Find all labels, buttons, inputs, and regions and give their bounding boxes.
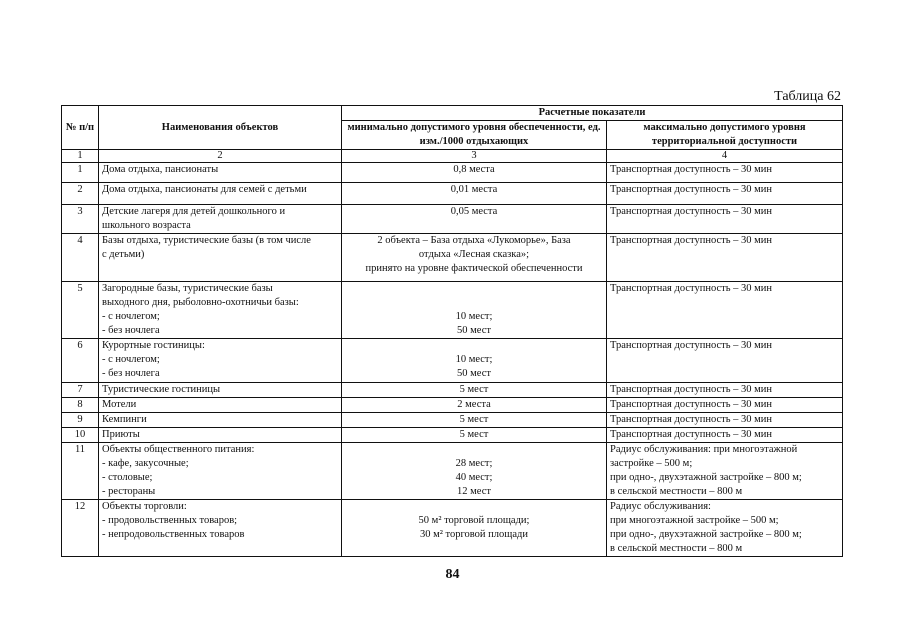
row-min-line: 50 мест bbox=[457, 325, 491, 336]
row-max-cell bbox=[607, 339, 843, 383]
row-name-cell bbox=[99, 205, 342, 234]
row-number: 2 bbox=[62, 183, 99, 205]
row-name-line: Курортные гостиницы: bbox=[102, 340, 205, 351]
row-name-cell bbox=[99, 500, 342, 557]
row-max-line: Транспортная доступность – 30 мин bbox=[610, 235, 773, 246]
table-row bbox=[62, 183, 843, 205]
row-max-line: Радиус обслуживания: при многоэтажной bbox=[610, 444, 798, 455]
row-name-cell bbox=[99, 443, 342, 500]
row-min-cell bbox=[342, 163, 607, 183]
row-min-line: 0,05 места bbox=[450, 206, 498, 217]
row-max-line: Транспортная доступность – 30 мин bbox=[610, 414, 773, 425]
table-row bbox=[62, 383, 843, 398]
row-min-cell bbox=[342, 413, 607, 428]
row-number: 8 bbox=[62, 398, 99, 413]
row-number: 6 bbox=[62, 339, 99, 383]
row-max-cell bbox=[607, 163, 843, 183]
row-name-cell bbox=[99, 234, 342, 282]
row-name-line: - без ночлега bbox=[102, 325, 160, 336]
table-row bbox=[62, 163, 843, 183]
row-max-cell bbox=[607, 500, 843, 557]
row-min-cell bbox=[342, 282, 607, 339]
row-min-line: 10 мест; bbox=[455, 354, 493, 365]
row-min-cell bbox=[342, 500, 607, 557]
row-min-line bbox=[345, 443, 603, 457]
row-min-line: 5 мест bbox=[459, 384, 489, 395]
header-calc: Расчетные показатели bbox=[342, 106, 843, 121]
row-name-line: Туристические гостиницы bbox=[102, 384, 221, 395]
row-min-cell bbox=[342, 183, 607, 205]
row-min-line: 0,01 места bbox=[450, 184, 498, 195]
row-name-line: выходного дня, рыболовно-охотничьи базы: bbox=[102, 297, 299, 308]
table-row bbox=[62, 413, 843, 428]
row-min-line: 2 места bbox=[457, 399, 491, 410]
row-name-line: Приюты bbox=[102, 429, 140, 440]
row-name-cell bbox=[99, 163, 342, 183]
row-max-cell bbox=[607, 183, 843, 205]
row-min-line: 28 мест; bbox=[455, 458, 493, 469]
row-min-line: 2 объекта – База отдыха «Лукоморье», База bbox=[377, 235, 571, 246]
row-max-line: при одно-, двухэтажной застройке – 800 м; bbox=[610, 529, 802, 540]
row-name-cell bbox=[99, 428, 342, 443]
table-body bbox=[62, 163, 843, 557]
row-max-cell bbox=[607, 398, 843, 413]
row-name-line: Базы отдыха, туристические базы (в том числе bbox=[102, 235, 311, 246]
row-max-line: Транспортная доступность – 30 мин bbox=[610, 206, 773, 217]
row-number: 3 bbox=[62, 205, 99, 234]
row-min-line: 50 м² торговой площади; bbox=[418, 515, 530, 526]
row-min-cell bbox=[342, 428, 607, 443]
row-min-cell bbox=[342, 339, 607, 383]
row-name-line: Кемпинги bbox=[102, 414, 147, 425]
header-num: № п/п bbox=[62, 106, 99, 150]
col-number-2: 2 bbox=[99, 150, 342, 163]
row-name-line: - непродовольственных товаров bbox=[102, 529, 245, 540]
row-name-line: с детьми) bbox=[102, 249, 145, 260]
row-number: 11 bbox=[62, 443, 99, 500]
row-number: 5 bbox=[62, 282, 99, 339]
row-name-cell bbox=[99, 413, 342, 428]
row-max-line: Транспортная доступность – 30 мин bbox=[610, 283, 773, 294]
row-min-cell bbox=[342, 234, 607, 282]
page-number: 84 bbox=[445, 567, 460, 582]
table-row bbox=[62, 234, 843, 282]
row-max-line: в сельской местности – 800 м bbox=[610, 543, 743, 554]
table-row bbox=[62, 282, 843, 339]
row-min-line: 30 м² торговой площади bbox=[420, 529, 528, 540]
row-max-line: Радиус обслуживания: bbox=[610, 501, 711, 512]
row-max-cell bbox=[607, 443, 843, 500]
table-row bbox=[62, 443, 843, 500]
row-min-line: 10 мест; bbox=[455, 311, 493, 322]
row-max-line: Транспортная доступность – 30 мин bbox=[610, 399, 773, 410]
row-name-line: Мотели bbox=[102, 399, 137, 410]
row-name-line: Детские лагеря для детей дошкольного и bbox=[102, 206, 286, 217]
row-name-cell bbox=[99, 383, 342, 398]
row-name-line: школьного возраста bbox=[102, 220, 191, 231]
row-name-line: Дома отдыха, пансионаты bbox=[102, 164, 219, 175]
row-number: 1 bbox=[62, 163, 99, 183]
col-number-1: 1 bbox=[62, 150, 99, 163]
table-row bbox=[62, 205, 843, 234]
row-min-cell bbox=[342, 205, 607, 234]
row-max-line: при многоэтажной застройке – 500 м; bbox=[610, 515, 779, 526]
row-number: 4 bbox=[62, 234, 99, 282]
row-max-cell bbox=[607, 205, 843, 234]
header-max: максимально допустимого уровня территориальной доступности bbox=[607, 121, 843, 150]
row-max-line: при одно-, двухэтажной застройке – 800 м; bbox=[610, 472, 802, 483]
row-max-cell bbox=[607, 383, 843, 398]
header-name: Наименования объектов bbox=[99, 106, 342, 150]
row-min-line: 5 мест bbox=[459, 414, 489, 425]
row-number: 10 bbox=[62, 428, 99, 443]
row-max-line: Транспортная доступность – 30 мин bbox=[610, 384, 773, 395]
row-min-line bbox=[345, 339, 603, 353]
row-max-cell bbox=[607, 413, 843, 428]
row-max-cell bbox=[607, 428, 843, 443]
row-min-line: 40 мест; bbox=[455, 472, 493, 483]
table-row bbox=[62, 398, 843, 413]
col-number-3: 3 bbox=[342, 150, 607, 163]
table-caption: Таблица 62 bbox=[774, 89, 841, 104]
row-number: 9 bbox=[62, 413, 99, 428]
row-max-line: Транспортная доступность – 30 мин bbox=[610, 340, 773, 351]
row-name-line: - кафе, закусочные; bbox=[102, 458, 189, 469]
row-name-line: Объекты общественного питания: bbox=[102, 444, 255, 455]
standards-table bbox=[61, 105, 843, 557]
row-name-line: Дома отдыха, пансионаты для семей с детьми bbox=[102, 184, 307, 195]
row-name-line: - рестораны bbox=[102, 486, 156, 497]
row-max-line: Транспортная доступность – 30 мин bbox=[610, 429, 773, 440]
header-min: минимально допустимого уровня обеспеченности, ед. изм./1000 отдыхающих bbox=[342, 121, 607, 150]
row-name-cell bbox=[99, 339, 342, 383]
row-name-line: - с ночлегом; bbox=[102, 354, 160, 365]
table-row bbox=[62, 500, 843, 557]
row-min-cell bbox=[342, 398, 607, 413]
row-name-cell bbox=[99, 282, 342, 339]
row-name-line: - столовые; bbox=[102, 472, 153, 483]
row-max-line: в сельской местности – 800 м bbox=[610, 486, 743, 497]
row-min-line: принято на уровне фактической обеспеченности bbox=[365, 263, 583, 274]
row-name-line: Объекты торговли: bbox=[102, 501, 187, 512]
row-max-line: Транспортная доступность – 30 мин bbox=[610, 184, 773, 195]
row-min-line bbox=[345, 296, 603, 310]
row-name-line: Загородные базы, туристические базы bbox=[102, 283, 273, 294]
row-min-line: 0,8 места bbox=[453, 164, 495, 175]
column-number-row bbox=[62, 150, 843, 163]
row-max-line: Транспортная доступность – 30 мин bbox=[610, 164, 773, 175]
row-min-line: 12 мест bbox=[457, 486, 491, 497]
header-row-top bbox=[62, 106, 843, 121]
row-min-cell bbox=[342, 383, 607, 398]
row-number: 12 bbox=[62, 500, 99, 557]
table-row bbox=[62, 339, 843, 383]
row-min-cell bbox=[342, 443, 607, 500]
row-name-cell bbox=[99, 183, 342, 205]
table-row bbox=[62, 428, 843, 443]
row-name-cell bbox=[99, 398, 342, 413]
row-name-line: - без ночлега bbox=[102, 368, 160, 379]
row-min-line bbox=[345, 500, 603, 514]
col-number-4: 4 bbox=[607, 150, 843, 163]
row-min-line: отдыха «Лесная сказка»; bbox=[418, 249, 530, 260]
row-min-line: 50 мест bbox=[457, 368, 491, 379]
row-name-line: - с ночлегом; bbox=[102, 311, 160, 322]
row-min-line bbox=[345, 282, 603, 296]
row-number: 7 bbox=[62, 383, 99, 398]
row-max-line: застройке – 500 м; bbox=[610, 458, 693, 469]
row-max-cell bbox=[607, 282, 843, 339]
row-name-line: - продовольственных товаров; bbox=[102, 515, 238, 526]
row-max-cell bbox=[607, 234, 843, 282]
row-min-line: 5 мест bbox=[459, 429, 489, 440]
